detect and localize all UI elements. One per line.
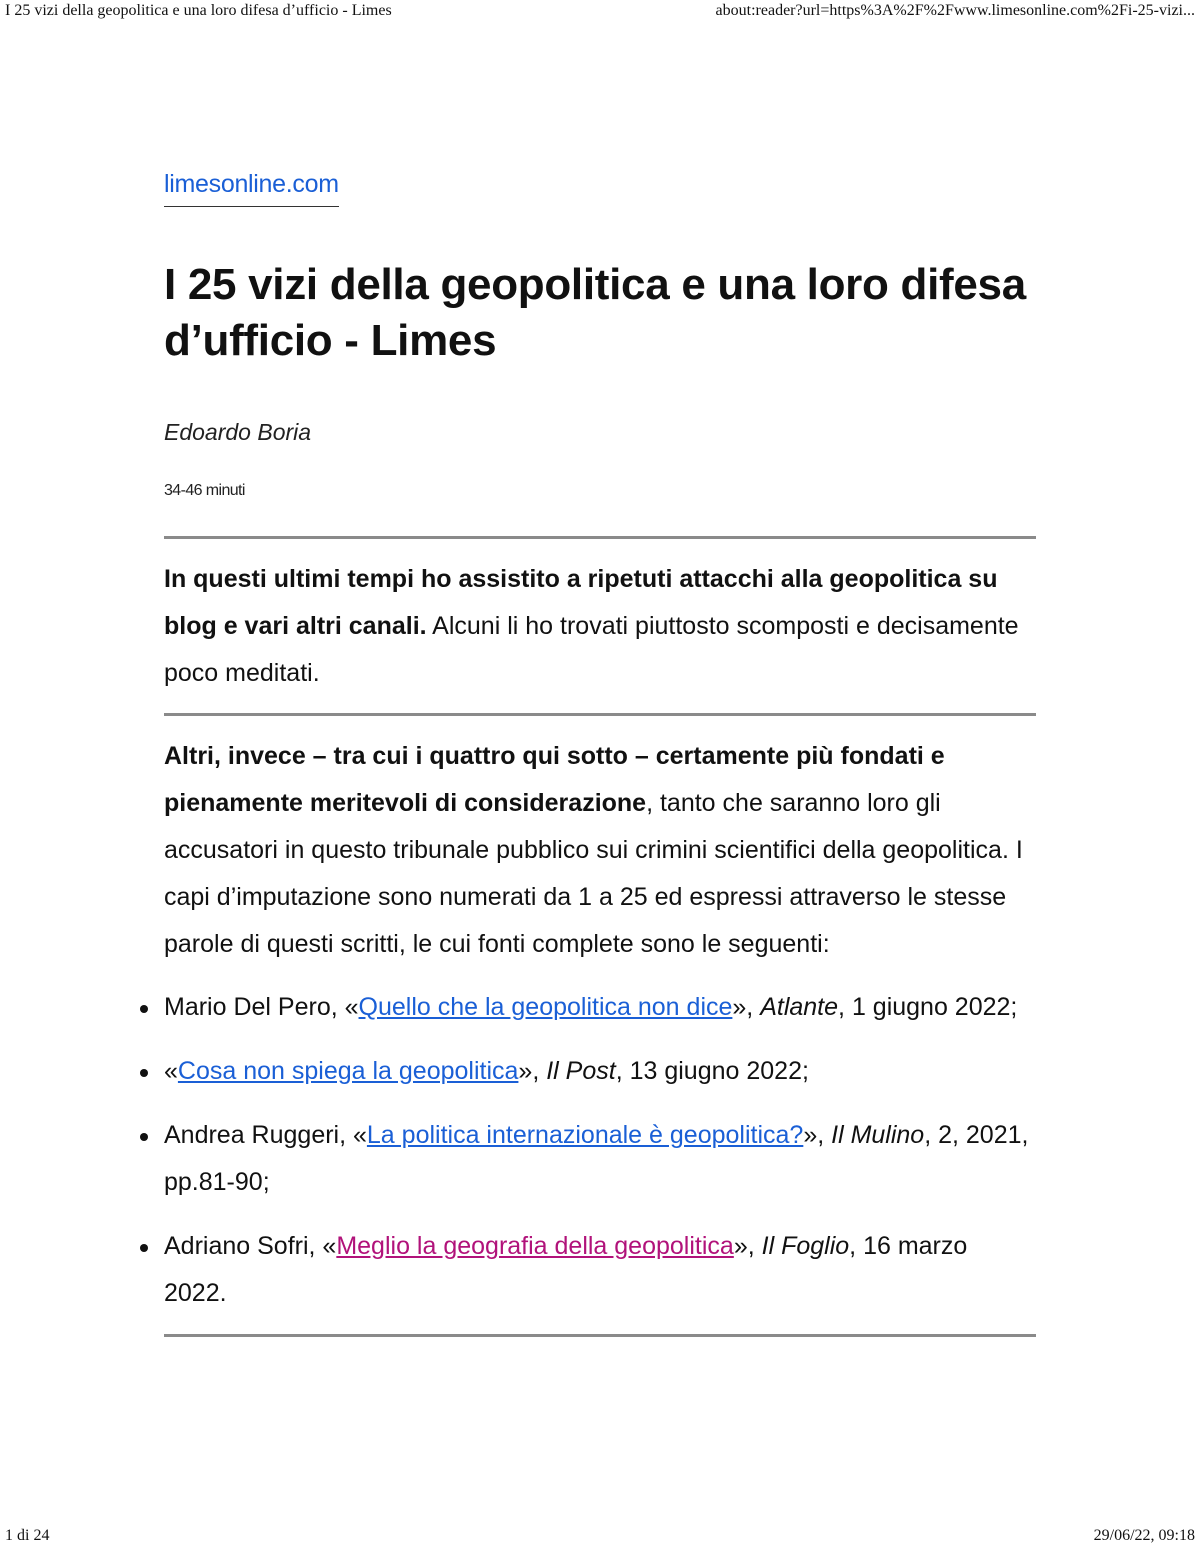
source-publication: Il Foglio (761, 1232, 850, 1260)
print-header-title: I 25 vizi della geopolitica e una loro difesa d’ufficio - Limes (5, 2, 392, 19)
list-item (164, 1223, 1036, 1317)
intro-paragraph (164, 556, 1036, 697)
reading-time: 34-46 minuti (164, 482, 245, 499)
source-prefix: Andrea Ruggeri, « (164, 1121, 367, 1149)
article-title: I 25 vizi della geopolitica e una loro difesa d’ufficio - Limes (164, 260, 1026, 365)
article-content (164, 556, 1036, 1337)
intro-bold-text: In questi ultimi tempi ho assistito a ripetuti attacchi alla geopolitica su blog e vari altri canali. (164, 565, 998, 640)
source-suffix: , 1 giugno 2022; (838, 993, 1018, 1021)
source-prefix: Adriano Sofri, « (164, 1232, 337, 1260)
source-publication: Atlante (760, 993, 839, 1021)
source-link[interactable]: Meglio la geografia della geopolitica (336, 1232, 734, 1260)
author-byline: Edoardo Boria (164, 419, 312, 445)
list-item (164, 1048, 1036, 1095)
source-separator: », (518, 1057, 547, 1085)
source-separator: », (803, 1121, 832, 1149)
source-separator: », (733, 1232, 762, 1260)
separator (164, 536, 1036, 539)
source-prefix: Mario Del Pero, « (164, 993, 359, 1021)
source-separator: », (732, 993, 761, 1021)
intro-text: Alcuni li ho trovati piuttosto scomposti e decisamente poco meditati. (164, 612, 1019, 687)
site-link[interactable]: limesonline.com (164, 170, 339, 207)
print-footer (5, 1527, 1195, 1549)
print-header-url: about:reader?url=https%3A%2F%2Fwww.limesonline.com%2Fi-25-vizi... (715, 2, 1195, 19)
print-datetime: 29/06/22, 09:18 (1093, 1527, 1195, 1544)
source-publication: Il Mulino (831, 1121, 925, 1149)
article (164, 170, 1036, 1337)
source-suffix: , 2, 2021, pp.81-90; (164, 1121, 1029, 1196)
body-paragraph (164, 733, 1036, 968)
print-header (5, 2, 1195, 24)
source-suffix: , 13 giugno 2022; (615, 1057, 809, 1085)
list-item (164, 984, 1036, 1031)
source-publication: Il Post (546, 1057, 616, 1085)
source-link[interactable]: Cosa non spiega la geopolitica (177, 1057, 519, 1085)
list-item (164, 1112, 1036, 1206)
sources-list (164, 984, 1036, 1317)
source-link[interactable]: Quello che la geopolitica non dice (358, 993, 733, 1021)
separator (164, 1334, 1036, 1337)
separator (164, 713, 1036, 716)
body-text: , tanto che saranno loro gli accusatori in questo tribunale pubblico sui crimini scientifici della geopolitica. I capi d’imputazione sono numerati da 1 a 25 ed espressi attraverso le stesse parole di questi scritti, le cui fonti complete sono le seguenti: (164, 789, 1023, 958)
source-suffix: , 16 marzo 2022. (164, 1232, 968, 1307)
source-link[interactable]: La politica internazionale è geopolitica? (366, 1121, 804, 1149)
source-prefix: « (164, 1057, 178, 1085)
page-number: 1 di 24 (5, 1527, 50, 1544)
body-bold-text: Altri, invece – tra cui i quattro qui sotto – certamente più fondati e pienamente meritevoli di considerazione (164, 742, 945, 817)
